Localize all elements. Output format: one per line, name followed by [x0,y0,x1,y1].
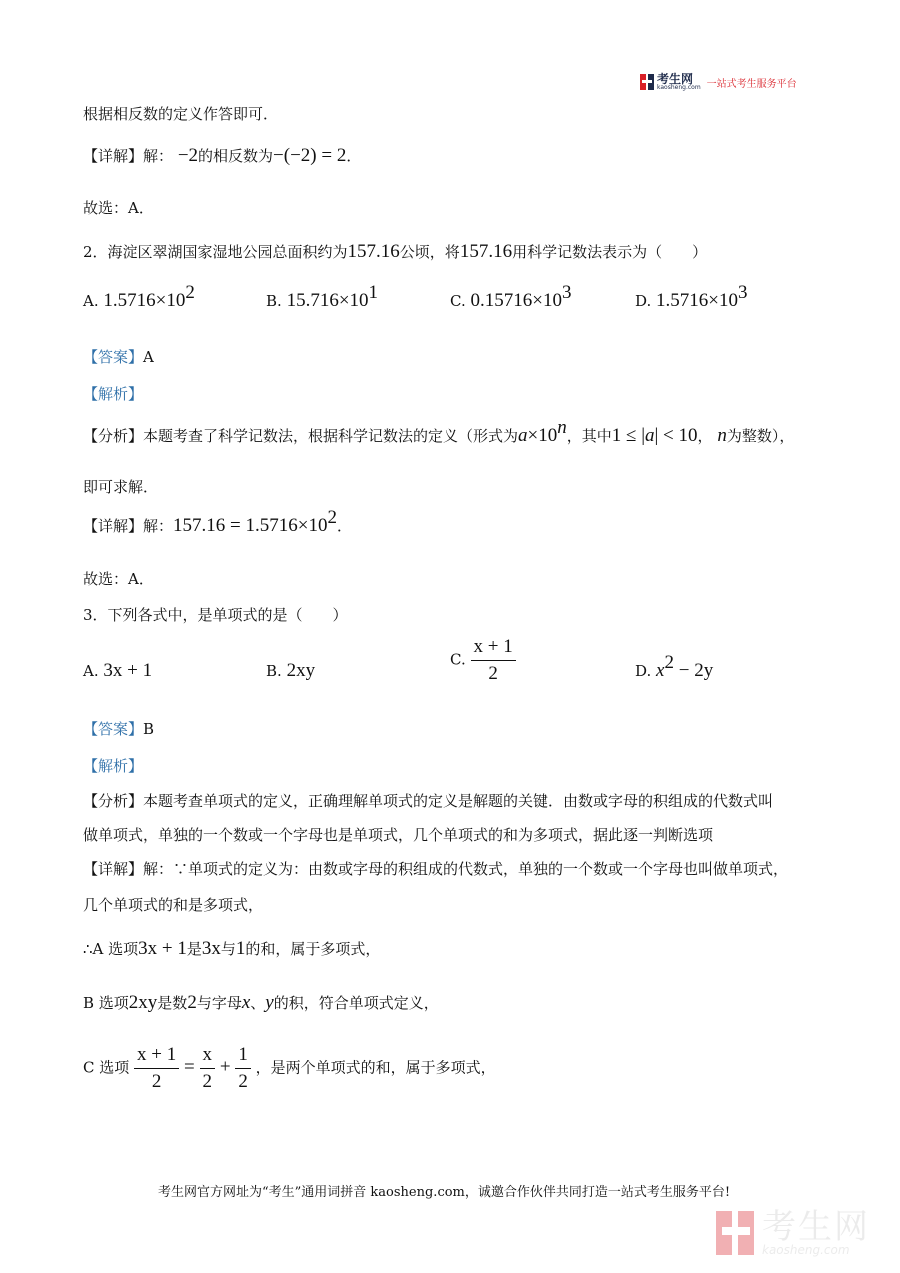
q3-line-b: B 选项2xy是数2与字母x、y的积，符合单项式定义， [83,992,439,1013]
q2-fenxi: 【分析】本题考查了科学记数法，根据科学记数法的定义（形式为$a\times 10^n$，其中1 ≤ |a| < 10， n为整数）， [83,417,795,446]
q2-detail: 【详解】解：$157.16 = 1.5716\times 10^2$． [83,507,352,536]
q2-answer: 【答案】A [83,348,154,366]
q3-detail-line2: 几个单项式的和是多项式， [83,896,264,914]
q2-analysis-tag: 【解析】 [83,385,144,403]
detail-tag: 【详解】 [83,147,144,165]
q3-line-a: ∴A 选项3x + 1是3x与1的和，属于多项式， [83,938,381,959]
logo-slogan: 一站式考生服务平台 [706,78,797,90]
q2-choose: 故选：A． [83,570,154,588]
kaosheng-logo-icon [640,74,654,90]
q1-choose: 故选：A． [83,199,154,217]
q2-option-a: A. $1.5716\times 10^2$ [83,282,195,311]
q3-fenxi: 【分析】本题考查单项式的定义，正确理解单项式的定义是解题的关键．由数或字母的积组成的代数式叫 [83,792,774,810]
q3-option-d: D. $x^2 - 2y$ [635,652,714,681]
q3-fenxi-line2: 做单项式，单独的一个数或一个字母也是单项式，几个单项式的和为多项式，据此逐一判断选项 [83,826,714,844]
footer-text: 考生网官方网址为“考生”通用词拼音 kaosheng.com，诚邀合作伙伴共同打造一站式考生服务平台! [158,1185,731,1200]
q3-detail: 【详解】解：∵单项式的定义为：由数或字母的积组成的代数式，单独的一个数或一个字母也叫做单项式， [83,860,789,878]
q2-option-b: B. $15.716\times 10^1$ [266,282,379,311]
footer-watermark: 考生网 kaosheng.com [716,1210,870,1256]
header-logo [640,73,797,91]
answer-tag: 【答案】 [83,348,144,366]
q3-analysis-tag: 【解析】 [83,757,144,775]
q2-fenxi-line2: 即可求解． [83,478,159,496]
q3-stem: 3．下列各式中，是单项式的是（ ） [83,606,348,624]
q2-option-c: C. $0.15716\times 10^3$ [450,282,572,311]
logo-name: 考生网 [657,72,694,86]
q2-stem: 2．海淀区翠湖国家湿地公园总面积约为157.16公顷，将157.16用科学记数法表示为（ ） [83,241,708,262]
q1-detail: 【详解】解： −2的相反数为−(−2) = 2． [83,145,362,166]
q3-line-c: C 选项 $\frac{x + 1}{2}$ = $\frac{x}{2}$ + $\frac{1}{2}$ ，是两个单项式的和，属于多项式， [83,1044,496,1092]
q3-option-b: B. 2xy [266,660,316,681]
q3-option-c: C. $\frac{x + 1}{2}$ [450,636,516,685]
logo-domain: kaosheng.com [657,84,701,91]
kaosheng-watermark-icon [716,1211,756,1255]
answer-tag: 【答案】 [83,720,144,738]
q1-hint: 根据相反数的定义作答即可． [83,105,279,123]
q3-answer: 【答案】B [83,720,155,738]
q3-option-a: A. 3x + 1 [83,660,153,681]
q2-option-d: D. $1.5716\times 10^3$ [635,282,748,311]
